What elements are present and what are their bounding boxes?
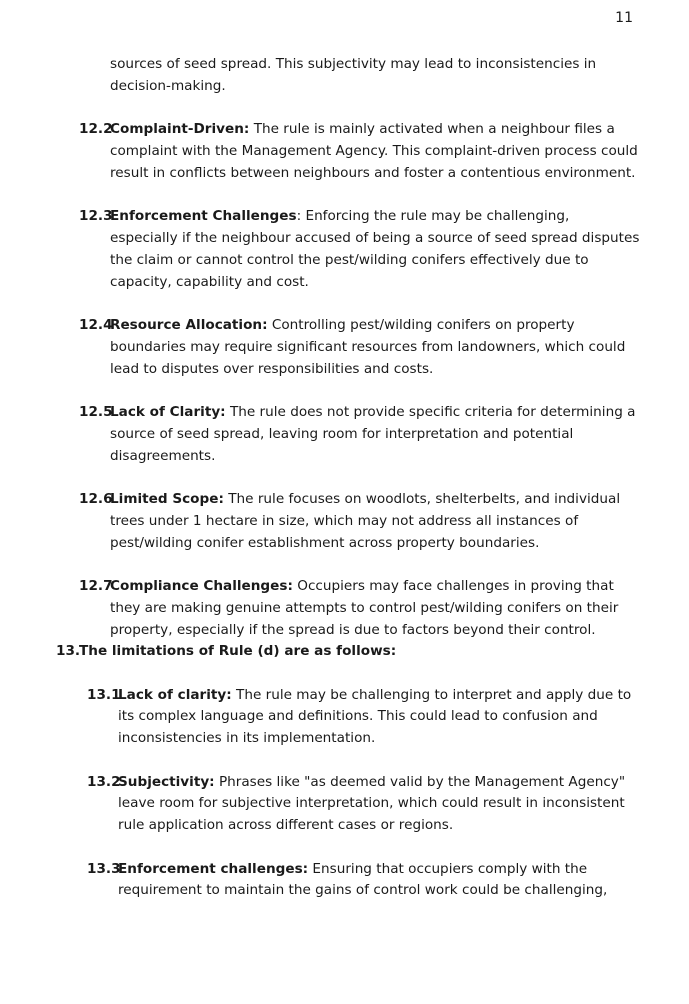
item-12-5 [0, 402, 689, 467]
item-number: 12.7 [79, 577, 113, 594]
page-number: 11 [615, 10, 633, 26]
item-title: Enforcement Challenges [110, 208, 297, 225]
item-12-7 [0, 576, 689, 641]
section-13-heading [0, 641, 689, 663]
intro-continuation: sources of seed spread. This subjectivity may lead to inconsistencies in decision-making. [110, 56, 597, 94]
item-title: Compliance Challenges: [110, 577, 293, 594]
item-title: Enforcement challenges: [118, 860, 309, 877]
item-title: Complaint-Driven: [110, 121, 250, 138]
item-text: The rule is mainly activated when a neighbour files a complaint with the Management Agency. This complaint-driven process could result in conflicts between neighbours and foster a contentious environment. [110, 121, 638, 181]
item-text: The rule does not provide specific criteria for determining a source of seed spread, leaving room for interpretation and potential disagreements. [110, 403, 636, 464]
item-title: Resource Allocation: [110, 316, 268, 333]
document-body [0, 54, 689, 902]
item-12-6 [0, 489, 689, 554]
section-heading-text: The limitations of Rule (d) are as follows: [79, 643, 397, 660]
item-12-3 [0, 206, 689, 293]
item-number: 12.6 [79, 490, 113, 507]
item-text: Ensuring that occupiers comply with the requirement to maintain the gains of control work could be challenging, [118, 860, 608, 899]
item-title: Lack of Clarity: [110, 403, 226, 420]
item-12-4 [0, 315, 689, 380]
item-title: Lack of clarity: [118, 686, 232, 703]
item-title: Subjectivity: [118, 773, 215, 790]
item-text: Phrases like "as deemed valid by the Management Agency" leave room for subjective interpretation, which could result in inconsistent rule application across different cases or regions. [118, 773, 626, 834]
item-text: Occupiers may face challenges in proving that they are making genuine attempts to control pest/wilding conifers on their property, especially if the spread is due to factors beyond their control. [110, 577, 619, 638]
item-number: 12.3 [79, 208, 113, 225]
item-13-3 [0, 859, 689, 903]
item-number: 12.4 [79, 316, 113, 333]
item-number: 13.3 [87, 860, 121, 877]
item-text: : Enforcing the rule may be challenging, especially if the neighbour accused of being a source of seed spread disputes the claim or cannot control the pest/wilding conifers effectively due to capacity, capability and cost. [110, 208, 640, 290]
item-13-2 [0, 772, 689, 837]
section-number: 13. [56, 643, 81, 660]
item-number: 12.2 [79, 121, 113, 138]
item-title: Limited Scope: [110, 490, 224, 507]
item-13-1 [0, 685, 689, 750]
item-text: The rule focuses on woodlots, shelterbelts, and individual trees under 1 hectare in size, which may not address all instances of pest/wilding conifer establishment across property boundaries. [110, 490, 621, 551]
item-number: 13.2 [87, 773, 121, 790]
item-text: The rule may be challenging to interpret and apply due to its complex language and definitions. This could lead to confusion and inconsistencies in its implementation. [118, 686, 632, 747]
item-number: 13.1 [87, 686, 121, 703]
item-text: Controlling pest/wilding conifers on property boundaries may require significant resources from landowners, which could lead to disputes over responsibilities and costs. [110, 316, 626, 377]
item-number: 12.5 [79, 403, 113, 420]
item-12-2 [0, 119, 689, 184]
